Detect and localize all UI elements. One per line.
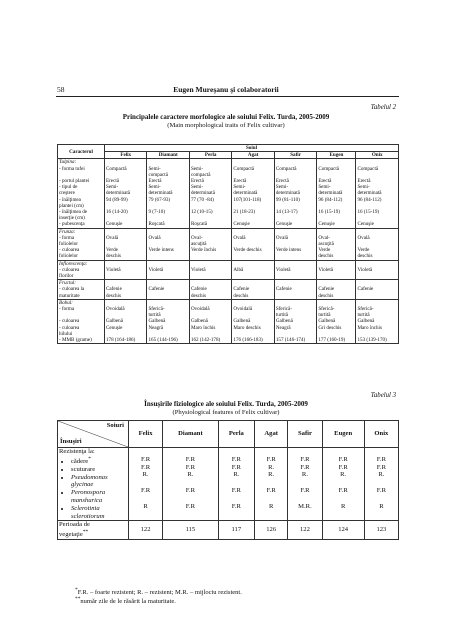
resistance-value: F.R [300,486,310,494]
table3-corner-top: Soiuri [106,422,124,429]
resistance-value: F.R [376,486,386,494]
table2-empty-cell [274,260,316,267]
table3-column-header: Onix [364,421,398,448]
table2-cell: Neagră [274,325,316,337]
table2-cell: Sferică- turtită [356,306,399,318]
resistance-value: F.R [231,502,241,510]
table3-column-header: Felix [129,421,163,448]
resistance-value: R. [142,471,149,479]
table2-cell: 9 (7-10) [147,209,189,221]
table3-column-header: Perla [218,421,254,448]
resistance-spacer [220,448,253,456]
resistance-list [59,456,127,521]
period-value: 115 [163,521,219,540]
table2-section-row [58,159,399,166]
resistance-value: F.R [140,486,151,494]
table2-cell: 107(101-118) [232,197,274,209]
table2-cell: Verde intens [147,247,189,260]
resistance-value: F.R [300,455,310,463]
resistance-value: F.R [185,486,195,494]
table2-corner-label: Caracterul [58,145,105,159]
table2-cell: Maro închis [356,325,399,337]
table2-cell: Galbenă [147,318,189,324]
resistance-item-text: Pseudomonas glycinae [71,473,108,489]
table3-resistance-row [58,448,399,521]
table2-row-label: - tipul de creştere [58,184,105,196]
table2-cell: Gri deschis [317,325,356,337]
table2-section-row [58,260,399,267]
table2-cell: Ovală [356,235,399,247]
period-value: 126 [255,521,288,540]
table2-cell: Galbenă [274,318,316,324]
resistance-spacer [130,448,161,456]
footnote-1-marker: * [75,587,78,593]
table2-cell: Maro deschis [232,325,274,337]
table2-empty-cell [232,228,274,235]
table2-row [58,197,399,209]
resistance-spacer [256,448,286,456]
table3-subtitle: (Physiological features of Felix cultivar) [172,409,280,416]
table2-cell: Cenuşie [356,221,399,228]
resistance-value: F.R [376,455,386,463]
resistance-value: R. [340,471,347,479]
table2-row [58,325,399,337]
table2-row-label: - culoarea la maturitate [58,286,105,299]
table2-cell: Cenuşie [317,221,356,228]
table2-cell: Semi- determinată [105,184,147,196]
table2-empty-cell [189,228,231,235]
table2-row [58,235,399,247]
table2-section-title: Bobul: [58,299,105,306]
resistance-item [71,456,127,466]
table2-cell: Semi- compactă [147,166,189,178]
table2-cell: Oval- ascuţită [317,235,356,247]
morphological-traits-table [57,144,399,344]
table2-empty-cell [105,299,147,306]
table2-header-row [58,145,399,152]
table2-cell: Ovoidală [232,306,274,318]
resistance-item-text: cădere [71,457,89,465]
table2-cell: Erectă [274,178,316,184]
footnote-2-marker: ** [75,596,81,602]
resistance-value: R. [187,471,194,479]
table2-cell: 94 (89-99) [105,197,147,209]
resistance-value: R. [301,471,308,479]
table2-group-label: Soiul [105,145,399,152]
table2-empty-cell [147,228,189,235]
table2-row [58,286,399,299]
table2-empty-cell [105,260,147,267]
table2-empty-cell [317,260,356,267]
table2-cell: Cafenie deschis [317,286,356,299]
table2-cell: Ovoidală [189,306,231,318]
resistance-value: R. [268,471,275,479]
table2-empty-cell [274,228,316,235]
resistance-value: R. [233,471,240,479]
table2-column-header: Agat [232,152,274,159]
table2-empty-cell [189,299,231,306]
table2-cell: Cenuşie [105,325,147,337]
table2-empty-cell [232,299,274,306]
table2-column-header: Diamant [147,152,189,159]
table2-label: Tabelul 2 [370,104,396,111]
resistance-value: F.R [338,463,348,471]
table2-row-label: - culoarea foliolelor [58,247,105,260]
table2-row-label: - forma tufei [58,166,105,178]
table2-cell: 177 (160-19) [317,337,356,344]
table3-resistance-values [288,448,322,521]
table3-column-header: Agat [255,421,288,448]
resistance-item [71,489,127,505]
resistance-value: F.R [266,455,276,463]
table2-empty-cell [147,260,189,267]
resistance-value: F.R [338,455,348,463]
page-number: 58 [57,85,65,94]
table3-title: Însuşirile fiziologice ale soiului Felix. Turda, 2005-2009 [144,400,308,408]
table2-cell: Violetă [105,267,147,280]
table2-cell: Galbenă [232,318,274,324]
table2-row [58,209,399,221]
table2-cell: Cenuşie [274,221,316,228]
table2-cell: Sferică- turtită [147,306,189,318]
table2-empty-cell [147,159,189,166]
table2-cell: Albă [232,267,274,280]
table2-cell: Galbenă [356,318,399,324]
table2-cell: Violetă [317,267,356,280]
table2-row-label: - forma [58,306,105,318]
physiological-features-table [57,420,399,540]
table2-empty-cell [105,228,147,235]
period-value: 124 [322,521,364,540]
table2-cell: Compactă [356,166,399,178]
table2-cell: 21 (18-23) [232,209,274,221]
resistance-item-text: scuturare [71,465,96,473]
table2-cell: Semi- determinată [356,184,399,196]
table2-cell: Cafenie [274,286,316,299]
period-value: 122 [129,521,163,540]
table3-resistance-values [163,448,219,521]
table3-resistance-cell [58,448,129,521]
table2-cell: Verde deschis [356,247,399,260]
table2-cell: Roşcată [189,221,231,228]
table2-cell: Cafenie [356,286,399,299]
table2-column-header: Felix [105,152,147,159]
table2-row-label: - forma foliolelor [58,235,105,247]
table2-cell: Galbenă [105,318,147,324]
table2-cell: 165 (144-196) [147,337,189,344]
table2-cell: Erectă [189,178,231,184]
resistance-value: M.R. [298,502,312,510]
resistance-item-text: Sclerotinia sclerotiorum [71,504,105,520]
resistance-value: R [268,502,274,510]
table3-label: Tabelul 3 [370,392,396,399]
table2-subtitle: (Main morphological traits of Felix cultivar) [167,122,285,129]
table2-row [58,221,399,228]
period-value: 122 [288,521,322,540]
resistance-item [71,505,127,521]
resistance-spacer [289,448,320,456]
table2-cell: 16 (15-19) [356,209,399,221]
table2-empty-cell [189,159,231,166]
table2-cell: Verde deschis [105,247,147,260]
table2-empty-cell [317,228,356,235]
table2-section-row [58,299,399,306]
table2-cell: 99 (81-110) [274,197,316,209]
table2-empty-cell [356,260,399,267]
table2-cell: 153 (139-170) [356,337,399,344]
resistance-value: R [340,502,346,510]
table3-period-cell [58,521,129,540]
resistance-value: F.R [185,502,195,510]
resistance-spacer [324,448,363,456]
table2-cell: 157 (146-174) [274,337,316,344]
table2-empty-cell [232,159,274,166]
table2-cell: Erectă [356,178,399,184]
table2-cell: 178 (164-186) [105,337,147,344]
table3-corner-bottom: Însuşiri [60,438,82,446]
resistance-value: F.R [185,463,195,471]
table2-cell: Semi- determinată [317,184,356,196]
resistance-value: R [379,502,384,510]
table2-cell: Maro închis [189,325,231,337]
table2-cell: 12 (10-15) [189,209,231,221]
resistance-value: F.R [231,463,241,471]
table2-cell: Compactă [274,166,316,178]
resistance-value: F.R [266,486,276,494]
resistance-value: F.R [231,455,241,463]
table2-row-label: - culoarea hilului [58,325,105,337]
table2-cell: Violetă [147,267,189,280]
table2-cell: Compactă [317,166,356,178]
table2-cell: Galbenă [317,318,356,324]
resistance-value: F.R [338,486,348,494]
table2-column-header: Perla [189,152,231,159]
table2-cell: Verde deschis [317,247,356,260]
table2-section-title: Fructul: [58,280,105,287]
table3-period-row [58,521,399,540]
table2-empty-cell [189,260,231,267]
table2-section-title: Inflorescenţa: [58,260,105,267]
resistance-marker: * [88,455,91,462]
table2-empty-cell [232,260,274,267]
table2-cell: 77 (70 -84) [189,197,231,209]
resistance-value: F.R [376,463,386,471]
resistance-label: Rezistenţa la: [59,448,95,455]
table3-resistance-values [255,448,288,521]
table2-cell: Erectă [317,178,356,184]
table2-cell: Cafenie deschis [232,286,274,299]
table3-header-row [58,421,399,448]
table2-cell: 96 (84-112) [317,197,356,209]
table2-cell: Compactă [105,166,147,178]
table3-column-header: Diamant [163,421,219,448]
table2-columns-row [58,152,399,159]
period-marker: ** [82,529,89,536]
table2-title: Principalele caractere morfologice ale soiului Felix. Turda, 2005-2009 [122,113,330,121]
resistance-value: R. [378,471,385,479]
table2-row-label: - portul plantei [58,178,105,184]
table2-cell: Verde închis [189,247,231,260]
table3-resistance-values [129,448,163,521]
footnote-1-text: F.R. – foarte rezistent; R. – rezistent; M.R. – mijlociu rezistent. [77,589,242,597]
resistance-item [71,466,127,474]
table2-cell: 16 (14-20) [105,209,147,221]
table2-empty-cell [105,159,147,166]
table2-cell: Roşcată [147,221,189,228]
table2-cell: Neagră [147,325,189,337]
table2-cell: Ovală [147,235,189,247]
table3-corner-cell [58,421,129,448]
resistance-value: R. [268,463,275,471]
period-label: Perioada de vegetaţie [59,521,90,539]
table2-cell: Compactă [232,166,274,178]
table2-cell: 16 (15-19) [317,209,356,221]
table2-cell: Cenuşie [105,221,147,228]
resistance-item-text: Peronospora manshurica [71,489,106,504]
table2-cell: Cafenie deschis [105,286,147,299]
table2-row-label: - culoarea [58,318,105,324]
table2-empty-cell [356,228,399,235]
table2-cell: 162 (142-178) [189,337,231,344]
table2-row [58,306,399,318]
table2-section-title: Tulpina: [58,159,105,166]
table2-cell: Oval- ascuţită [189,235,231,247]
table2-column-header: Safir [274,152,316,159]
table3-resistance-values [322,448,364,521]
table2-cell: Semi- compactă [189,166,231,178]
resistance-value: F.R [140,455,151,463]
table2-cell: Violetă [356,267,399,280]
footnote-2 [75,595,176,606]
table2-row [58,267,399,280]
table2-cell: Verde intens [274,247,316,260]
table2-cell: Cafenie [147,286,189,299]
resistance-item [71,474,127,490]
table2-column-header: Eugen [317,152,356,159]
table2-cell: Violetă [189,267,231,280]
table2-cell: 79 (67-93) [147,197,189,209]
table2-section-title: Frunza: [58,228,105,235]
table3-resistance-values [218,448,254,521]
table2-cell: Semi- determinată [147,184,189,196]
table2-cell: Sferică- turtită [274,306,316,318]
table2-cell: Ovală [274,235,316,247]
table2-cell: Ovoidală [105,306,147,318]
table2-row [58,166,399,178]
period-value: 117 [218,521,254,540]
resistance-value: F.R [300,463,310,471]
table2-cell: Semi- determinată [274,184,316,196]
table2-cell: 96 (84-112) [356,197,399,209]
table2-cell: Ovală [105,235,147,247]
running-title: Eugen Mureşanu şi colaboratorii [173,85,279,94]
table2-cell: Cenuşie [232,221,274,228]
table3-resistance-values [364,448,398,521]
period-value: 123 [364,521,398,540]
table2-cell: Sferică- turtită [317,306,356,318]
table2-cell: 176 (166-183) [232,337,274,344]
resistance-spacer [366,448,397,456]
table2-cell: Cafenie deschis [189,286,231,299]
table2-empty-cell [317,159,356,166]
table2-cell: Semi- determinată [232,184,274,196]
table3-column-header: Safir [288,421,322,448]
table2-cell: Semi- determinată [189,184,231,196]
footnote-2-text: număr zile de le răsărit la maturitate. [80,598,176,606]
table2-row [58,247,399,260]
table2-cell: 14 (13-17) [274,209,316,221]
resistance-value: F.R [185,455,195,463]
table2-cell: Ovală [232,235,274,247]
resistance-value: F.R [231,486,241,494]
table2-cell: Erectă [147,178,189,184]
table2-row-label: - MMB (grame) [58,337,105,344]
table2-empty-cell [356,159,399,166]
resistance-spacer [164,448,217,456]
table2-cell: Violetă [274,267,316,280]
table2-column-header: Onix [356,152,399,159]
table2-cell: Verde deschis [232,247,274,260]
table2-empty-cell [274,159,316,166]
header-rule [56,96,399,97]
resistance-value: R [143,502,148,510]
table3-column-header: Eugen [322,421,364,448]
table2-section-row [58,228,399,235]
table2-row-label: - înălţimea de inserţie (cm) [58,209,105,221]
resistance-value: F.R [140,463,151,471]
table2-row [58,337,399,344]
table2-cell: Galbenă [189,318,231,324]
table2-row [58,184,399,196]
table2-cell: Erectă [105,178,147,184]
table2-row-label: - culoarea florilor [58,267,105,280]
table2-row-label: - înălţimea plantei (cm) [58,197,105,209]
table2-cell: Erectă [232,178,274,184]
table2-row-label: - pubescenţa [58,221,105,228]
